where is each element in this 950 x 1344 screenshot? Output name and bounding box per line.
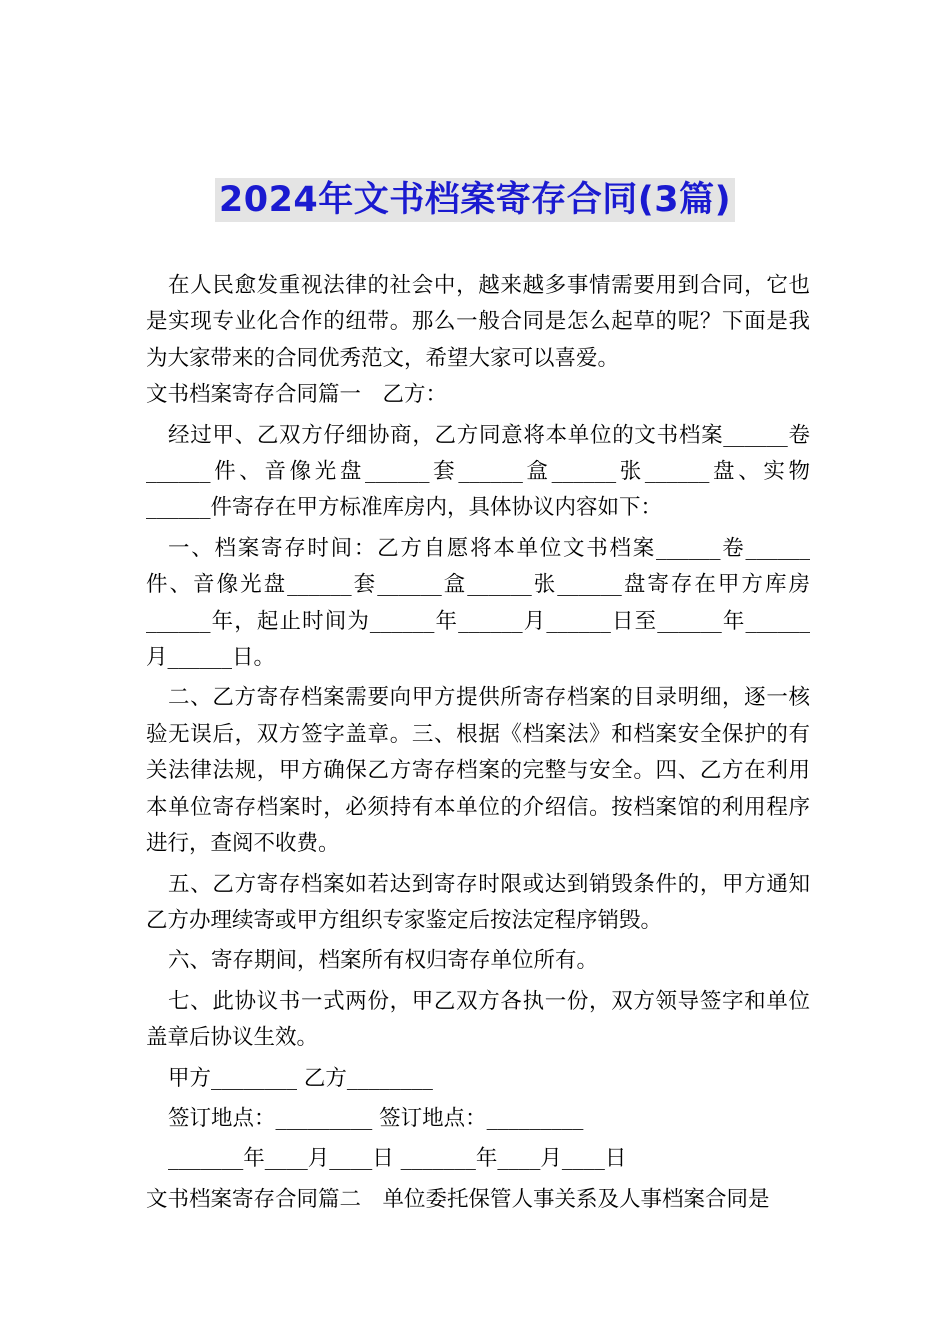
clause-1: 一、档案寄存时间：乙方自愿将本单位文书档案______卷______件、音像光盘______套______盒______张______盘寄存在甲方库房______年，起止时间为______年______月______日至______年______月______日。 — [146, 535, 810, 671]
clause-7: 七、此协议书一式两份，甲乙双方各执一份，双方领导签字和单位盖章后协议生效。 — [146, 988, 810, 1051]
clause-6: 六、寄存期间，档案所有权归寄存单位所有。 — [168, 948, 599, 974]
agreement-paragraph: 经过甲、乙双方仔细协商，乙方同意将本单位的文书档案______卷______件、音像光盘______套______盒______张______盘、实物______件寄存在甲方标准库房内，具体协议内容如下： — [146, 422, 810, 521]
signature-parties: 甲方________ 乙方________ — [168, 1065, 433, 1091]
intro-paragraph: 在人民愈发重视法律的社会中，越来越多事情需要用到合同，它也是实现专业化合作的纽带。那么一般合同是怎么起草的呢？下面是我为大家带来的合同优秀范文，希望大家可以喜爱。 — [146, 273, 810, 371]
signature-date: _______年____月____日 _______年____月____日 — [168, 1146, 627, 1172]
section-heading-1: 文书档案寄存合同篇一 乙方： — [146, 382, 448, 408]
signature-location: 签订地点：_________ 签订地点：_________ — [168, 1105, 584, 1131]
section-heading-2: 文书档案寄存合同篇二 单位委托保管人事关系及人事档案合同是 — [146, 1186, 770, 1212]
clause-2-4: 二、乙方寄存档案需要向甲方提供所寄存档案的目录明细，逐一核验无误后，双方签字盖章。三、根据《档案法》和档案安全保护的有关法律法规，甲方确保乙方寄存档案的完整与安全。四、乙方在利用本单位寄存档案时，必须持有本单位的介绍信。按档案馆的利用程序进行，查阅不收费。 — [146, 685, 810, 857]
document-title-wrap — [0, 178, 950, 222]
document-body — [146, 268, 810, 1218]
document-title: 2024年文书档案寄存合同(3篇) — [215, 178, 735, 222]
clause-5: 五、乙方寄存档案如若达到寄存时限或达到销毁条件的，甲方通知乙方办理续寄或甲方组织专家鉴定后按法定程序销毁。 — [146, 871, 810, 933]
